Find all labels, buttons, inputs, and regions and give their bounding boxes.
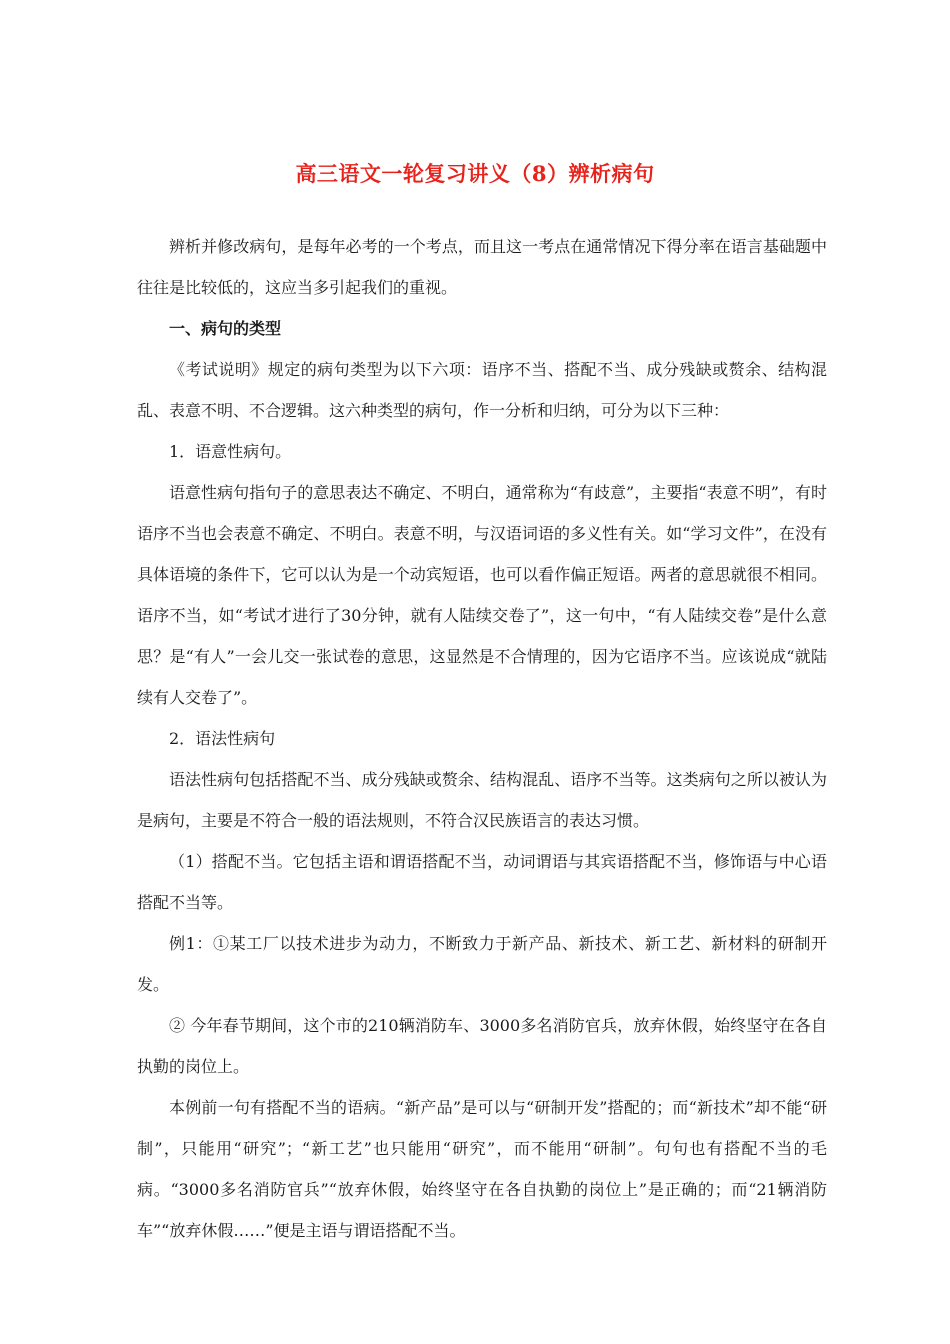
body-paragraph: 《考试说明》规定的病句类型为以下六项：语序不当、搭配不当、成分残缺或赘余、结构混乱、表意不明、不合逻辑。这六种类型的病句，作一分析和归纳，可分为以下三种：	[137, 360, 827, 420]
intro-paragraph: 辨析并修改病句，是每年必考的一个考点，而且这一考点在通常情况下得分率在语言基础题中往往是比较低的，这应当多引起我们的重视。	[137, 237, 827, 297]
subsection-heading: 2．语法性病句	[169, 729, 276, 748]
document-title: 高三语文一轮复习讲义（8）辨析病句	[295, 161, 655, 186]
example-paragraph: 例1：①某工厂以技术进步为动力，不断致力于新产品、新技术、新工艺、新材料的研制开发。	[137, 934, 827, 994]
section-heading: 一、病句的类型	[169, 319, 282, 338]
body-paragraph: （1）搭配不当。它包括主语和谓语搭配不当，动词谓语与其宾语搭配不当，修饰语与中心语搭配不当等。	[137, 852, 827, 912]
subsection-heading: 1．语意性病句。	[169, 442, 292, 461]
document-body	[137, 226, 827, 1251]
example-paragraph: ② 今年春节期间，这个市的210辆消防车、3000多名消防官兵，放弃休假，始终坚守在各自执勤的岗位上。	[137, 1016, 827, 1076]
body-paragraph: 语意性病句指句子的意思表达不确定、不明白，通常称为“有歧意”，主要指“表意不明”，有时语序不当也会表意不确定、不明白。表意不明，与汉语词语的多义性有关。如“学习文件”，在没有具体语境的条件下，它可以认为是一个动宾短语，也可以看作偏正短语。两者的意思就很不相同。语序不当，如“考试才进行了30分钟，就有人陆续交卷了”，这一句中，“有人陆续交卷”是什么意思？是“有人”一会儿交一张试卷的意思，这显然是不合情理的，因为它语序不当。应该说成“就陆续有人交卷了”。	[137, 483, 827, 707]
body-paragraph: 本例前一句有搭配不当的语病。“新产品”是可以与“研制开发”搭配的；而“新技术”却不能“研制”，只能用“研究”；“新工艺”也只能用“研究”，而不能用“研制”。句句也有搭配不当的毛病。“3000多名消防官兵”“放弃休假，始终坚守在各自执勤的岗位上”是正确的；而“21辆消防车”“放弃休假……”便是主语与谓语搭配不当。	[137, 1098, 827, 1240]
body-paragraph: 语法性病句包括搭配不当、成分残缺或赘余、结构混乱、语序不当等。这类病句之所以被认为是病句，主要是不符合一般的语法规则，不符合汉民族语言的表达习惯。	[137, 770, 827, 830]
